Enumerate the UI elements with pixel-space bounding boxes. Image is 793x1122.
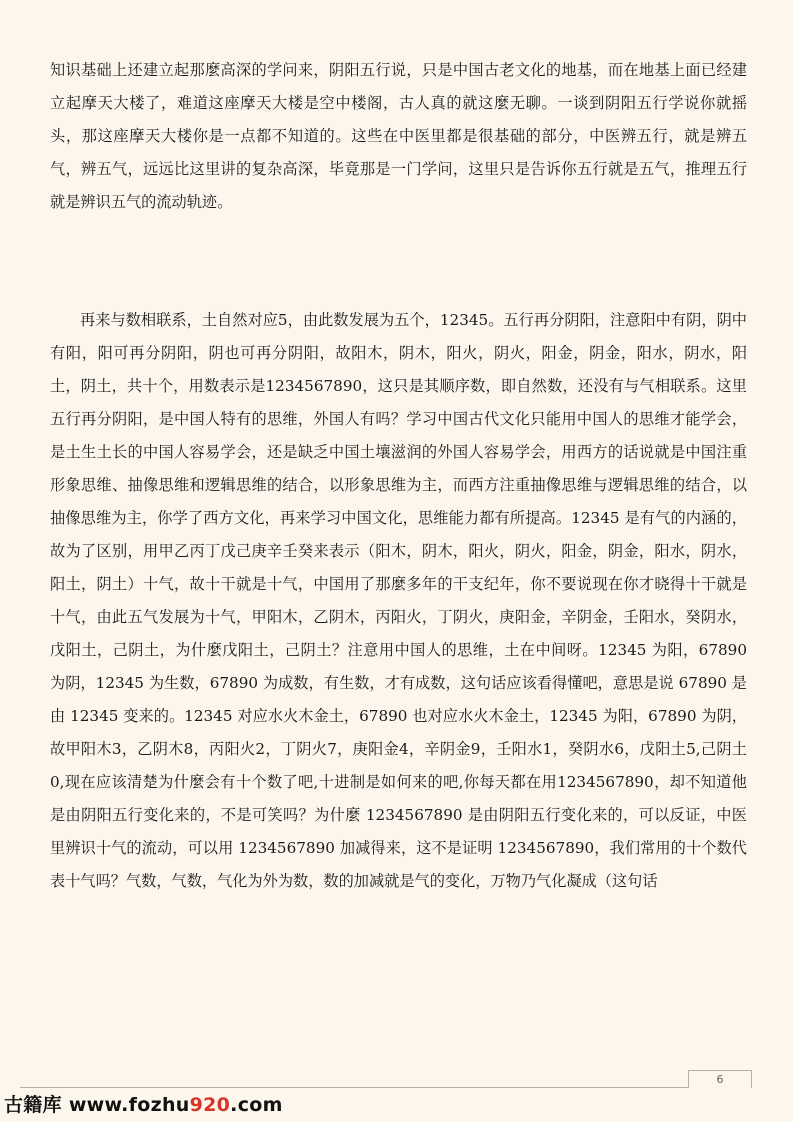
watermark-prefix: 古籍库 www.fozhu (4, 1094, 190, 1116)
page-number: 6 (688, 1070, 752, 1088)
footer-divider (20, 1087, 750, 1088)
paragraph-1: 知识基础上还建立起那麼高深的学问来，阴阳五行说，只是中国古老文化的地基，而在地基上面已经建立起摩天大楼了，难道这座摩天大楼是空中楼阁，古人真的就这麼无聊。一谈到阴阳五行学说你就摇头，那这座摩天大楼你是一点都不知道的。这些在中医里都是很基础的部分，中医辨五行，就是辨五气，辨五气，远远比这里讲的复杂高深，毕竟那是一门学问，这里只是告诉你五行就是五气，推理五行就是辨识五气的流动轨迹。 (50, 61, 747, 211)
watermark-number: 920 (189, 1094, 231, 1116)
paragraph-2: 再来与数相联系，土自然对应5，由此数发展为五个，12345。五行再分阴阳，注意阳中有阴，阴中有阳，阳可再分阴阳，阴也可再分阴阳，故阳木，阴木，阳火，阴火，阳金，阴金，阳水，阴水，阳土，阴土，共十个，用数表示是1234567890，这只是其顺序数，即自然数，还没有与气相联系。这里五行再分阴阳，是中国人特有的思维，外国人有吗？学习中国古代文化只能用中国人的思维才能学会，是土生土长的中国人容易学会，还是缺乏中国土壤滋润的外国人容易学会，用西方的话说就是中国注重形象思维、抽像思维和逻辑思维的结合，以形象思维为主，而西方注重抽像思维与逻辑思维的结合，以抽像思维为主，你学了西方文化，再来学习中国文化，思维能力都有所提高。12345 是有气的内涵的，故为了区别，用甲乙丙丁戊己庚辛壬癸来表示（阳木，阴木，阳火，阴火，阳金，阴金，阳水，阴水，阳土，阴土）十气，故十干就是十气，中国用了那麼多年的干支纪年，你不要说现在你才晓得十干就是十气，由此五气发展为十气，甲阳木，乙阴木，丙阳火，丁阴火，庚阳金，辛阴金，壬阳水，癸阴水，戊阳土，己阴土，为什麼戊阳土，己阴土？注意用中国人的思维，土在中间呀。12345 为阳，67890 为阴，12345 为生数，67890 为成数，有生数，才有成数，这句话应该看得懂吧，意思是说 67890 是由 12345 变来的。12345 对应水火木金土，67890 也对应水火木金土，12345 为阳，67890 为阴，故甲阳木3，乙阴木8，丙阳火2，丁阴火7，庚阳金4，辛阴金9，壬阳水1，癸阴水6，戊阳土5,己阴土0,现在应该清楚为什麼会有十个数了吧,十进制是如何来的吧,你每天都在用1234567890，却不知道他是由阴阳五行变化来的，不是可笑吗？为什麼 1234567890 是由阴阳五行变化来的，可以反证，中医里辨识十气的流动，可以用 1234567890 加减得来，这不是证明 1234567890，我们常用的十个数代表十气吗？气数，气数，气化为外为数，数的加减就是气的变化，万物乃气化凝成（这句话 (50, 311, 747, 890)
site-watermark (4, 1090, 283, 1117)
watermark-suffix: .com (230, 1094, 283, 1116)
